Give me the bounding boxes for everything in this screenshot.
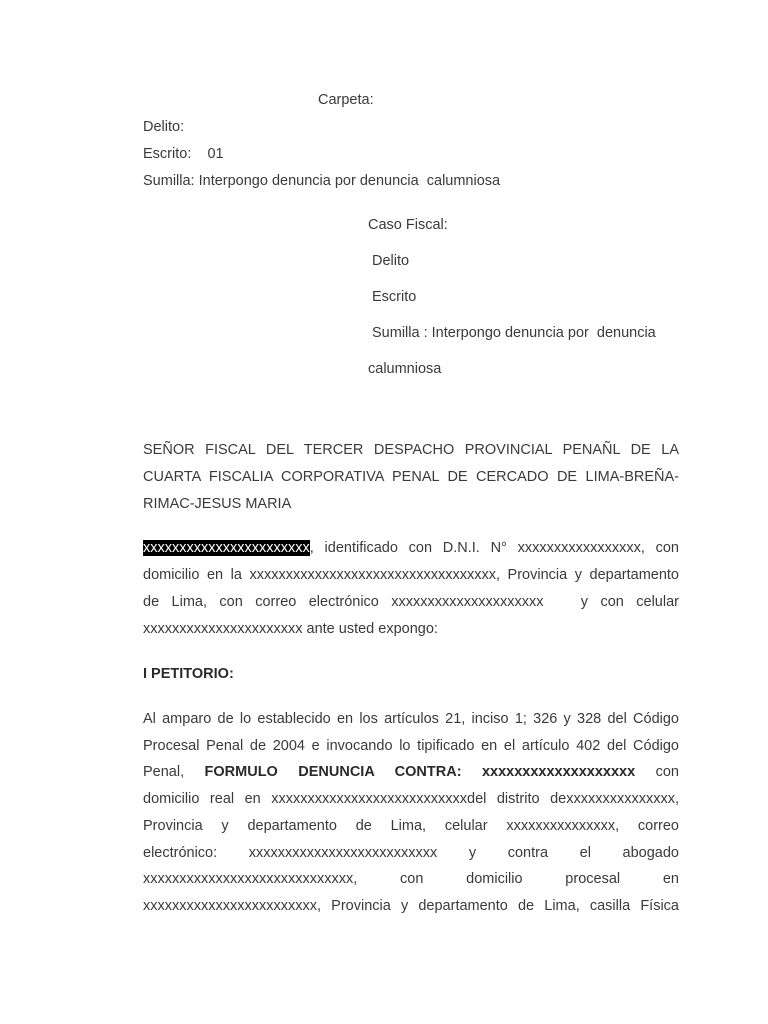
petitorio-line3-start: Penal, [143, 764, 205, 780]
petitorio-line8: xxxxxxxxxxxxxxxxxxxxxxxx, Provincia y departamento de Lima, casilla Física [143, 898, 679, 914]
case-sumilla-line1: Sumilla : Interpongo denuncia por denuncia [372, 325, 656, 341]
case-escrito-label: Escrito [372, 289, 417, 305]
addressee-line2: CUARTA FISCALIA CORPORATIVA PENAL DE CERCADO DE LIMA-BREÑA- [143, 469, 679, 485]
petitorio-line7: xxxxxxxxxxxxxxxxxxxxxxxxxxxxx, con domicilio procesal en [143, 871, 679, 887]
petitorio-line5: Provincia y departamento de Lima, celular xxxxxxxxxxxxxxx, correo [143, 818, 679, 834]
petitorio-line4: domicilio real en xxxxxxxxxxxxxxxxxxxxxxxxxxxdel distrito dexxxxxxxxxxxxxxx, [143, 791, 679, 807]
intro-line4: xxxxxxxxxxxxxxxxxxxxxx ante usted expongo: [143, 621, 438, 637]
petitorio-line3 [143, 759, 679, 786]
redacted-name: xxxxxxxxxxxxxxxxxxxxxxx [143, 540, 310, 556]
petitorio-line3-end: con [635, 764, 679, 780]
caso-fiscal-label: Caso Fiscal: [368, 217, 448, 233]
denuncia-contra-bold: FORMULO DENUNCIA CONTRA: xxxxxxxxxxxxxxxxxxx [204, 764, 636, 780]
petitorio-line1: Al amparo de lo establecido en los artículos 21, inciso 1; 326 y 328 del Código [143, 711, 679, 727]
case-delito-label: Delito [372, 253, 410, 269]
escrito-label: Escrito: 01 [143, 146, 224, 162]
carpeta-label: Carpeta: [318, 92, 374, 108]
petitorio-line6 [143, 840, 679, 867]
addressee-line3: RIMAC-JESUS MARIA [143, 496, 292, 512]
addressee-line1: SEÑOR FISCAL DEL TERCER DESPACHO PROVINCIAL PENAÑL DE LA [143, 442, 679, 458]
intro-line1 [143, 535, 679, 562]
petitorio-line6-text: electrónico: xxxxxxxxxxxxxxxxxxxxxxxxxx y contra el abogado [143, 845, 679, 861]
intro-line1-rest: , identificado con D.N.I. N° xxxxxxxxxxxxxxxxx, con [309, 540, 679, 556]
petitorio-line2: Procesal Penal de 2004 e invocando lo tipificado en el artículo 402 del Código [143, 738, 679, 754]
case-sumilla-line2: calumniosa [368, 361, 442, 377]
intro-line3: de Lima, con correo electrónico xxxxxxxxxxxxxxxxxxxxx y con celular [143, 594, 679, 610]
sumilla-label: Sumilla: Interpongo denuncia por denuncia calumniosa [143, 173, 501, 189]
intro-line2: domicilio en la xxxxxxxxxxxxxxxxxxxxxxxxxxxxxxxxxx, Provincia y departamento [143, 567, 679, 583]
delito-label: Delito: [143, 119, 185, 135]
section-title-petitorio: I PETITORIO: [143, 666, 234, 682]
